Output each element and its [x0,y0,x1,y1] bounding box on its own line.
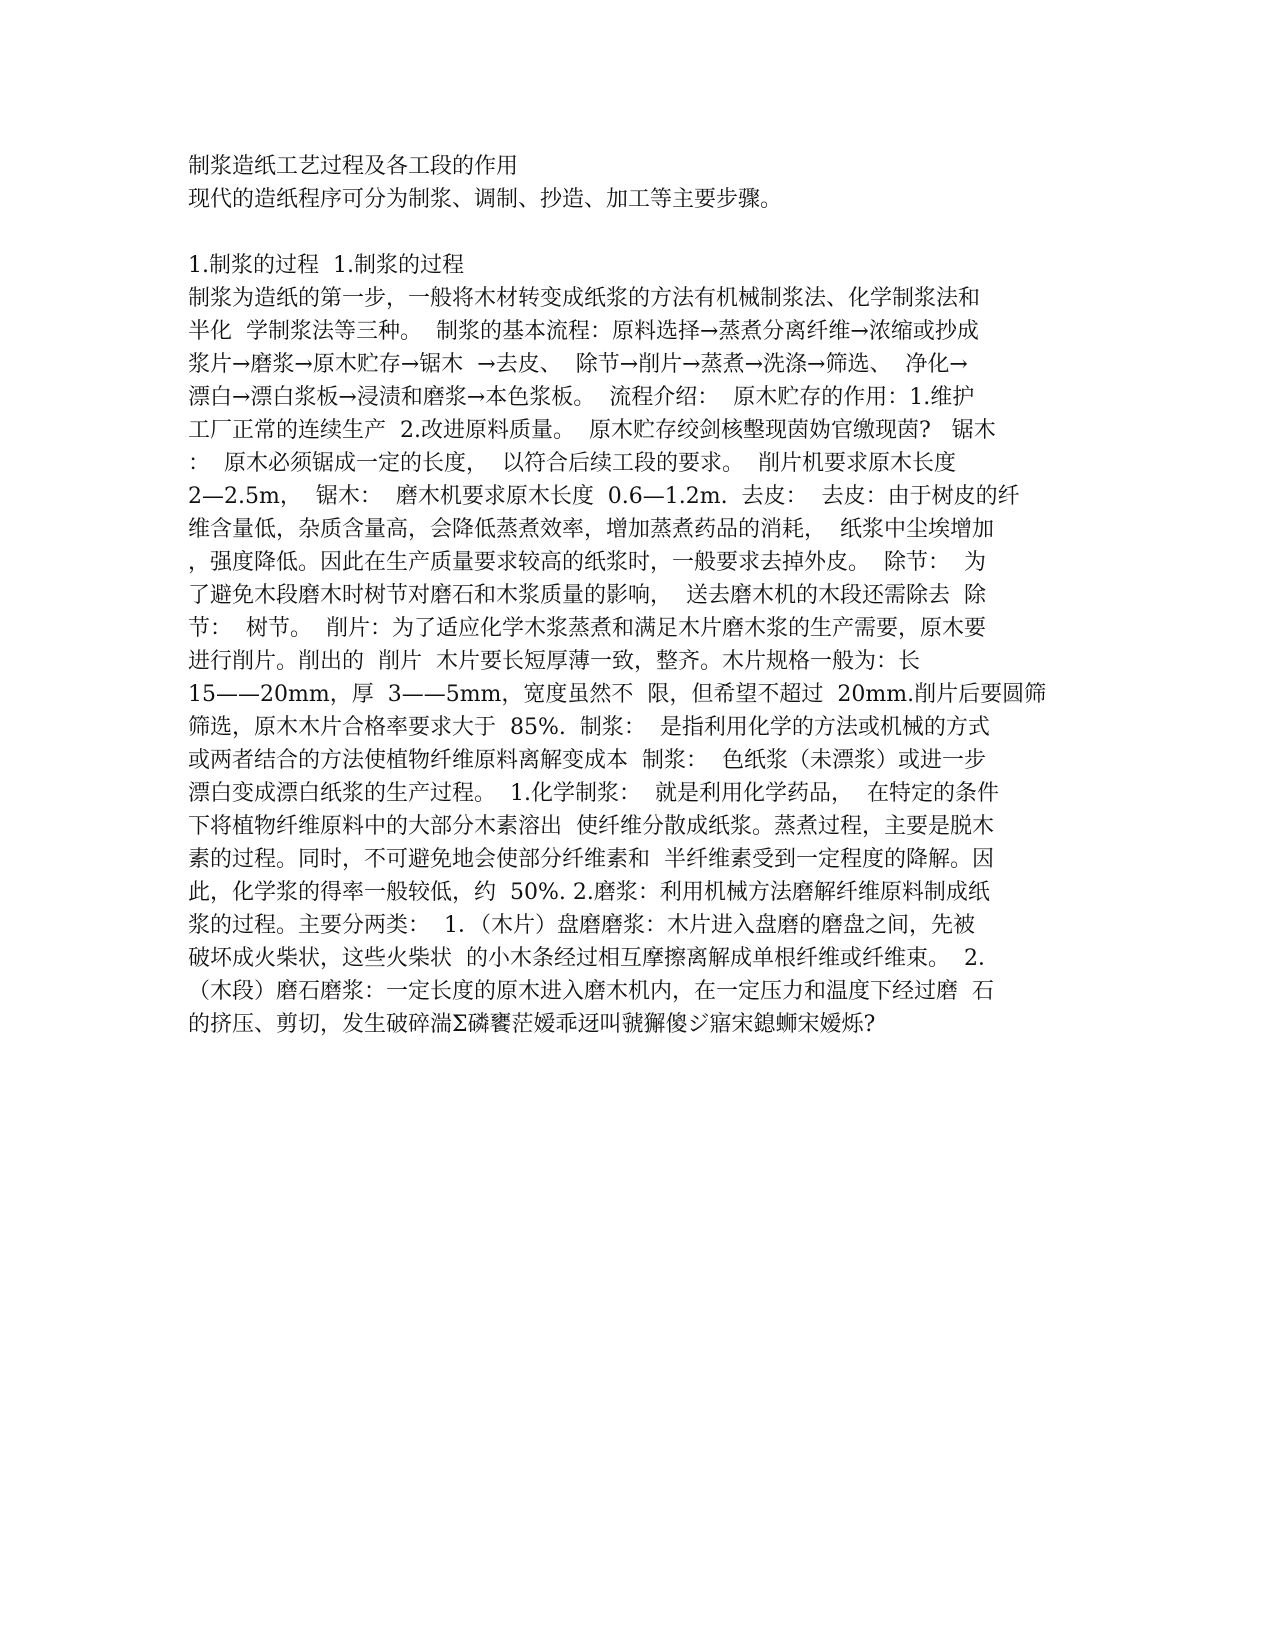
body-line: 筛选，原木木片合格率要求大于 85%. 制浆： 是指利用化学的方法或机械的方式 [188,715,990,740]
section-heading: 1.制浆的过程 1.制浆的过程 [188,253,464,278]
body-line: 漂白变成漂白纸浆的生产过程。 1.化学制浆： 就是利用化学药品， 在特定的条件 [188,781,999,806]
body-paragraph [188,282,1088,1041]
paragraph-gap [188,216,1088,249]
body-line: 的挤压、剪切，发生破碎湍Σ磷饔茫嫒乖迓叫虢獬傻ジ寤宋鎴蛳宋嫒烁? [188,1012,876,1037]
body-line: 了避免木段磨木时树节对磨石和木浆质量的影响， 送去磨木机的木段还需除去 除 [188,583,986,608]
body-line: 破坏成火柴状，这些火柴状 的小木条经过相互摩擦离解成单根纤维或纤维束。 2． [188,946,1000,971]
body-line: 素的过程。同时，不可避免地会使部分纤维素和 半纤维素受到一定程度的降解。因 [188,847,994,872]
body-line: 工厂正常的连续生产 2.改进原料质量。 原木贮存绞剑核墼现茵妫官缴现茵? 锯木 [188,418,996,443]
body-line: 进行削片。削出的 削片 木片要长短厚薄一致，整齐。木片规格一般为：长 [188,649,920,674]
body-line: 节： 树节。 削片：为了适应化学木浆蒸煮和满足木片磨木浆的生产需要，原木要 [188,616,986,641]
body-line: 15——20mm，厚 3——5mm，宽度虽然不 限，但希望不超过 20mm.削片后要圆筛 [188,682,1047,707]
body-line: 浆的过程。主要分两类： 1．（木片）盘磨磨浆：木片进入盘磨的磨盘之间，先被 [188,913,975,938]
body-line: （木段）磨石磨浆：一定长度的原木进入磨木机内，在一定压力和温度下经过磨 石 [188,979,994,1004]
body-line: 浆片→磨浆→原木贮存→锯木 →去皮、 除节→削片→蒸煮→洗涤→筛选、 净化→ [188,352,968,377]
body-line: 制浆为造纸的第一步，一般将木材转变成纸浆的方法有机械制浆法、化学制浆法和 [188,286,981,311]
body-line: 此，化学浆的得率一般较低，约 50%. 2.磨浆：利用机械方法磨解纤维原料制成纸 [188,880,990,905]
document-title: 制浆造纸工艺过程及各工段的作用 [188,154,519,179]
body-line: 漂白→漂白浆板→浸渍和磨浆→本色浆板。 流程介绍： 原木贮存的作用：1.维护 [188,385,975,410]
body-line: 2—2.5m， 锯木： 磨木机要求原木长度 0.6—1.2m. 去皮： 去皮：由于树皮的纤 [188,484,1020,509]
body-line: ： 原木必须锯成一定的长度， 以符合后续工段的要求。 削片机要求原木长度 [188,451,956,476]
document-intro: 现代的造纸程序可分为制浆、调制、抄造、加工等主要步骤。 [188,187,783,212]
body-line: 或两者结合的方法使植物纤维原料离解变成本 制浆： 色纸浆（未漂浆）或进一步 [188,748,986,773]
document-content [188,150,1088,1041]
body-line: 半化 学制浆法等三种。 制浆的基本流程：原料选择→蒸煮分离纤维→浓缩或抄成 [188,319,979,344]
body-line: 下将植物纤维原料中的大部分木素溶出 使纤维分散成纸浆。蒸煮过程，主要是脱木 [188,814,994,839]
body-line: 维含量低，杂质含量高，会降低蒸煮效率，增加蒸煮药品的消耗， 纸浆中尘埃增加 [188,517,994,542]
body-line: ，强度降低。因此在生产质量要求较高的纸浆时，一般要求去掉外皮。 除节： 为 [188,550,986,575]
